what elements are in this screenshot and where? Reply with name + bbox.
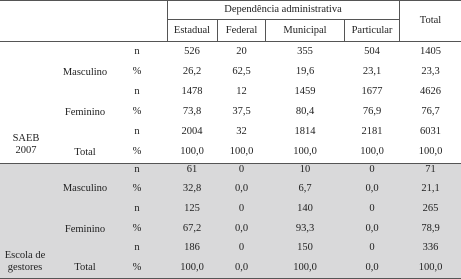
stat-label: %: [132, 223, 142, 234]
stat-label: n: [134, 242, 140, 253]
cell-total: 78,9: [421, 223, 440, 234]
cell-municipal: 80,4: [295, 106, 315, 117]
column-header-federal: Federal: [225, 24, 258, 36]
group-label-escola-de-gestores: Escola de gestores: [4, 250, 46, 273]
cell-estadual: 100,0: [180, 146, 204, 157]
cell-federal: 0,0: [234, 183, 249, 194]
cell-estadual: 125: [184, 203, 200, 214]
cell-municipal: 19,6: [295, 66, 315, 77]
cell-particular: 0: [369, 242, 375, 253]
cell-municipal: 355: [297, 46, 313, 57]
stat-label: %: [132, 146, 142, 157]
cell-federal: 37,5: [232, 106, 251, 117]
stat-label: n: [134, 126, 140, 137]
cell-municipal: 1814: [294, 126, 316, 137]
cell-federal: 12: [236, 86, 247, 97]
group-header: Dependência administrativa: [224, 3, 342, 15]
cell-total: 1405: [420, 46, 441, 57]
cell-particular: 76,9: [362, 106, 382, 117]
sublabel-total: Total: [74, 147, 96, 158]
cell-particular: 2181: [361, 126, 383, 137]
cell-estadual: 73,8: [182, 106, 202, 117]
stat-label: n: [134, 164, 140, 175]
stat-label: %: [132, 262, 142, 273]
cell-total: 76,7: [421, 106, 440, 117]
stat-label: %: [132, 106, 142, 117]
cell-estadual: 61: [186, 164, 198, 175]
cell-total: 21,1: [421, 183, 440, 194]
cell-federal: 0,0: [234, 223, 249, 234]
cell-municipal: 93,3: [295, 223, 315, 234]
cell-total: 4626: [420, 86, 441, 97]
cell-total: 265: [422, 203, 439, 214]
cell-federal: 100,0: [229, 146, 254, 157]
sublabel-masculino: Masculino: [62, 183, 108, 194]
cell-federal: 0: [238, 203, 245, 214]
cell-estadual: 2004: [181, 126, 203, 137]
cell-estadual: 67,2: [182, 223, 202, 234]
cell-particular: 0,0: [365, 183, 379, 194]
cell-municipal: 150: [297, 242, 313, 253]
cell-federal: 0: [238, 164, 245, 175]
cell-particular: 23,1: [362, 66, 382, 77]
stat-label: n: [134, 46, 140, 57]
cell-estadual: 526: [184, 46, 200, 57]
cell-federal: 0,0: [234, 262, 249, 273]
cell-particular: 0,0: [365, 223, 379, 234]
cell-federal: 62,5: [232, 66, 251, 77]
stat-label: n: [134, 203, 140, 214]
cell-particular: 0: [369, 164, 375, 175]
cell-total: 6031: [420, 126, 441, 137]
column-header-particular: Particular: [351, 24, 393, 36]
cell-total: 100,0: [418, 262, 443, 273]
cell-particular: 0,0: [365, 262, 379, 273]
cell-particular: 100,0: [360, 146, 384, 157]
sublabel-masculino: Masculino: [62, 67, 108, 78]
cell-particular: 1677: [361, 86, 383, 97]
cell-particular: 0: [369, 203, 375, 214]
stat-label: %: [132, 183, 142, 194]
cell-total: 23,3: [421, 66, 440, 77]
column-header-estadual: Estadual: [173, 24, 211, 36]
cell-federal: 0: [238, 242, 245, 253]
cell-estadual: 32,8: [182, 183, 202, 194]
cell-federal: 20: [236, 46, 247, 57]
sublabel-total: Total: [74, 262, 96, 273]
cell-particular: 504: [364, 46, 380, 57]
cell-municipal: 6,7: [298, 183, 312, 194]
cell-total: 336: [422, 242, 439, 253]
cell-estadual: 100,0: [180, 262, 204, 273]
cell-total: 71: [425, 164, 436, 175]
group-label-saeb: SAEB 2007: [12, 133, 40, 156]
cell-municipal: 10: [299, 164, 311, 175]
column-header-municipal: Municipal: [283, 24, 327, 36]
stat-label: %: [132, 66, 142, 77]
cell-municipal: 100,0: [293, 146, 317, 157]
sublabel-feminino: Feminino: [64, 224, 106, 235]
cell-federal: 32: [236, 126, 247, 137]
cell-total: 100,0: [418, 146, 443, 157]
cell-municipal: 1459: [294, 86, 316, 97]
cell-municipal: 140: [297, 203, 313, 214]
cell-estadual: 186: [184, 242, 200, 253]
sublabel-feminino: Feminino: [64, 107, 106, 118]
column-header-total: Total: [419, 14, 442, 26]
cell-estadual: 26,2: [182, 66, 202, 77]
cell-estadual: 1478: [181, 86, 203, 97]
stat-label: n: [134, 86, 140, 97]
cell-municipal: 100,0: [293, 262, 317, 273]
